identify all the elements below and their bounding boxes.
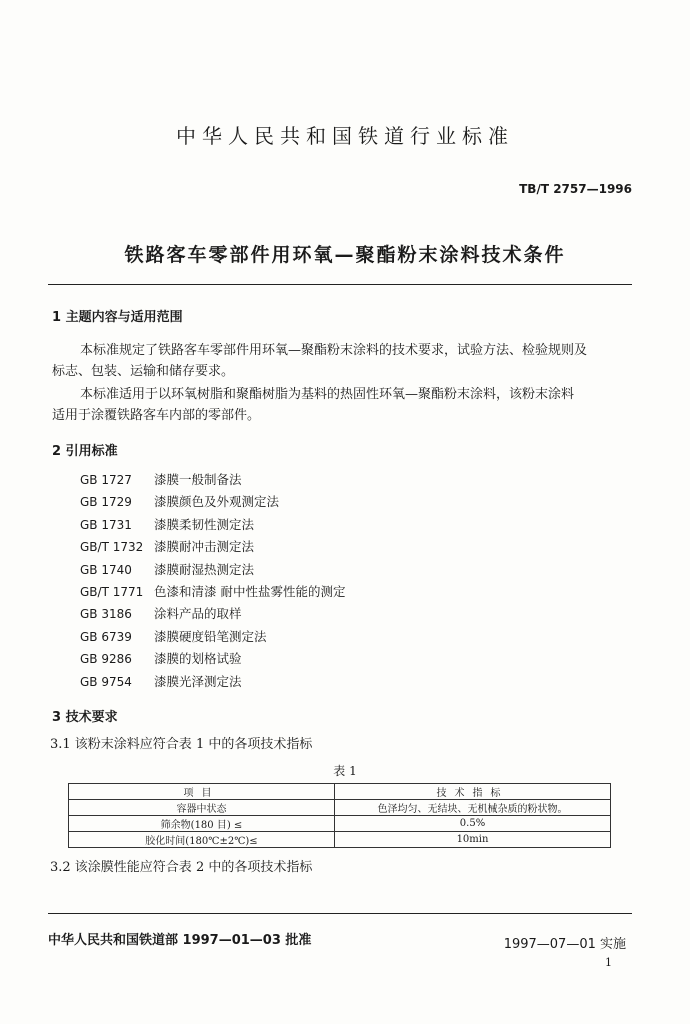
table-row <box>69 816 611 832</box>
section-3-heading: 3 技术要求 <box>52 710 118 725</box>
reference-item <box>80 604 345 626</box>
approval-line: 中华人民共和国铁道部 1997—01—03 批准 <box>48 933 312 948</box>
reference-item <box>80 515 345 537</box>
reference-title: 漆膜一般制备法 <box>154 472 242 487</box>
document-title: 铁路客车零部件用环氧—聚酯粉末涂料技术条件 <box>124 244 566 266</box>
standard-number: TB/T 2757—1996 <box>519 182 632 196</box>
reference-code: GB 9286 <box>80 652 132 667</box>
table-cell: 色泽均匀、无结块、无机械杂质的粉状物。 <box>335 800 611 816</box>
section-1-para-2-line-1: 本标准适用于以环氧树脂和聚酯树脂为基料的热固性环氧—聚酯粉末涂料，该粉末涂料 <box>80 387 575 402</box>
title-divider <box>48 284 632 285</box>
reference-title: 漆膜颜色及外观测定法 <box>154 494 280 510</box>
table-header-row <box>69 784 611 800</box>
section-1-para-1-line-2: 标志、包装、运输和储存要求。 <box>52 364 235 379</box>
reference-item <box>80 627 345 649</box>
table-cell: 胶化时间(180℃±2℃)≤ <box>69 832 335 848</box>
reference-title: 漆膜耐冲击测定法 <box>154 539 255 555</box>
reference-code: GB 3186 <box>80 607 132 622</box>
table-cell: 容器中状态 <box>69 800 335 816</box>
reference-item <box>80 492 345 514</box>
reference-title: 漆膜柔韧性测定法 <box>154 516 255 532</box>
section-1-para-2-line-2: 适用于涂覆铁路客车内部的零部件。 <box>52 408 261 423</box>
reference-title: 漆膜光泽测定法 <box>154 673 242 689</box>
table-row <box>69 800 611 816</box>
reference-code: GB 6739 <box>80 629 132 644</box>
reference-title: 涂料产品的取样 <box>154 606 242 622</box>
reference-code: GB 9754 <box>80 674 132 689</box>
reference-code: GB 1729 <box>80 495 132 510</box>
reference-code: GB 1740 <box>80 562 132 577</box>
spec-table <box>68 783 611 848</box>
clause-3-2: 3.2 该涂膜性能应符合表 2 中的各项技术指标 <box>50 860 313 875</box>
section-1-heading: 1 主题内容与适用范围 <box>52 310 183 325</box>
reference-title: 漆膜硬度铅笔测定法 <box>154 628 267 644</box>
reference-item <box>80 537 345 559</box>
reference-title: 漆膜耐湿热测定法 <box>154 561 255 577</box>
table-caption: 表 1 <box>333 764 357 778</box>
table-header-cell: 技术指标 <box>335 784 611 800</box>
reference-title: 漆膜的划格试验 <box>154 651 242 667</box>
reference-code: GB/T 1732 <box>80 540 144 555</box>
reference-item <box>80 560 345 582</box>
footer-divider <box>48 913 632 914</box>
reference-code: GB/T 1771 <box>80 584 144 599</box>
page-number: 1 <box>605 956 612 969</box>
table-header-cell: 项目 <box>69 784 335 800</box>
section-1-para-1-line-1: 本标准规定了铁路客车零部件用环氧—聚酯粉末涂料的技术要求，试验方法、检验规则及 <box>80 343 588 358</box>
clause-3-1: 3.1 该粉末涂料应符合表 1 中的各项技术指标 <box>50 737 313 752</box>
reference-code: GB 1727 <box>80 473 132 487</box>
reference-item <box>80 649 345 671</box>
table-cell: 0.5% <box>335 816 611 832</box>
table-cell: 10min <box>335 832 611 848</box>
effective-date: 1997—07—01 实施 <box>503 937 626 952</box>
section-2-heading: 2 引用标准 <box>52 444 118 459</box>
reference-list <box>80 470 345 694</box>
reference-item <box>80 582 345 604</box>
reference-title: 色漆和清漆 耐中性盐雾性能的测定 <box>154 583 346 599</box>
reference-item <box>80 672 345 694</box>
reference-code: GB 1731 <box>80 517 132 532</box>
reference-item <box>80 470 345 492</box>
table-cell: 筛余物(180 目) ≤ <box>69 816 335 832</box>
table-row <box>69 832 611 848</box>
header-title: 中华人民共和国铁道行业标准 <box>176 124 514 148</box>
